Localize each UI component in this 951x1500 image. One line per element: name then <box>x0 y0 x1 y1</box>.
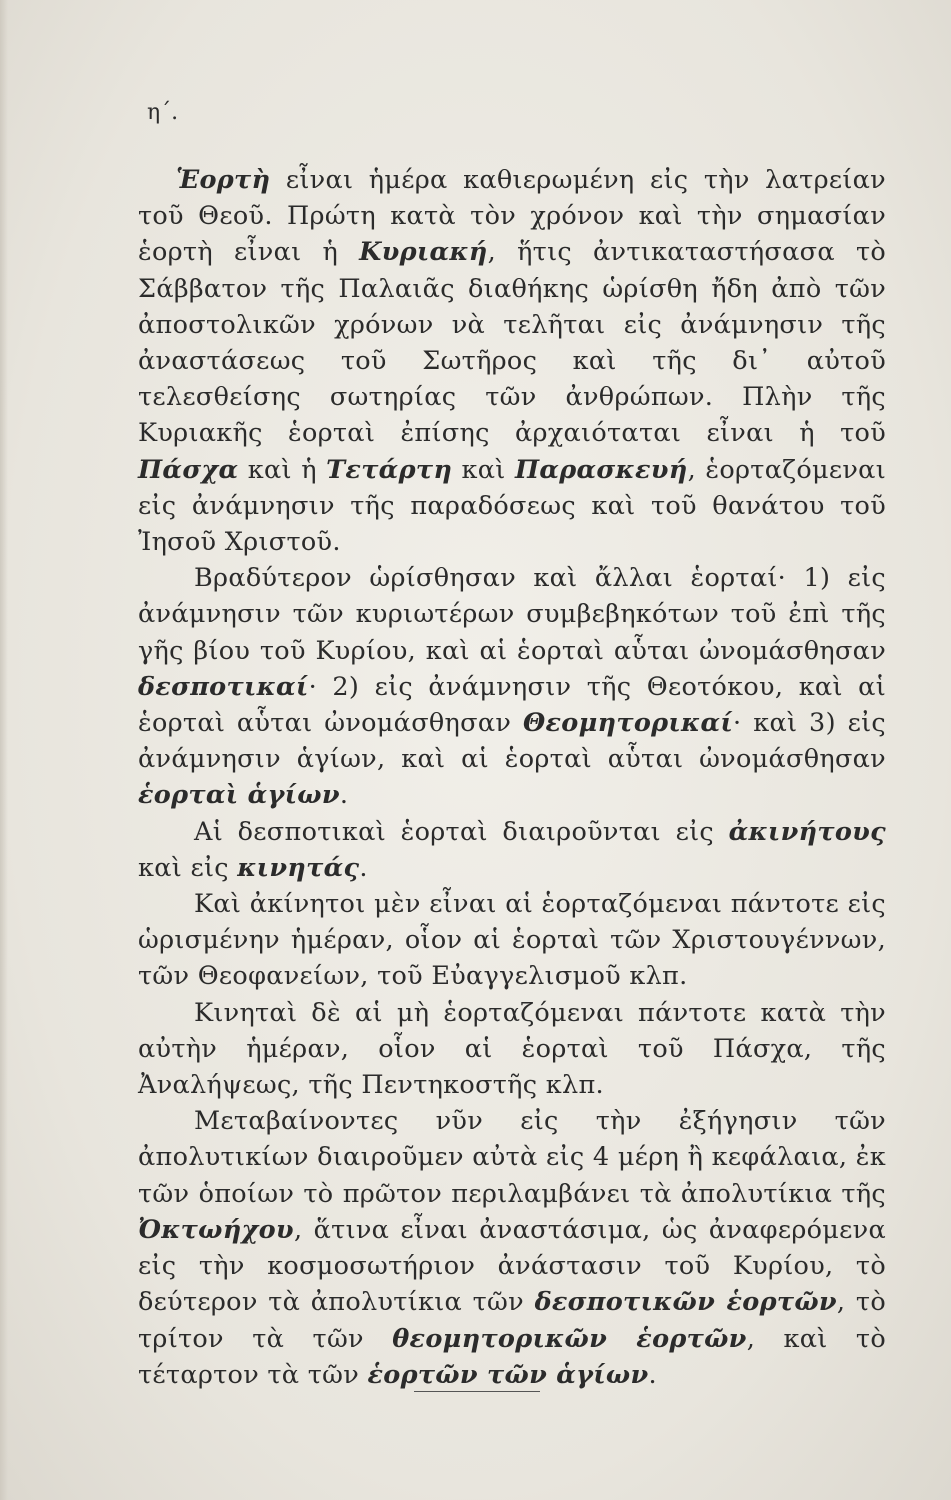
end-rule <box>414 1391 540 1392</box>
emphasized-term: Κυριακή <box>359 237 488 268</box>
text-run: , καὶ τὸ τέταρτον τὰ τῶν <box>138 1323 886 1390</box>
text-run: καὶ εἰς <box>138 852 238 883</box>
text-run: καὶ <box>452 454 515 485</box>
text-run: . <box>339 780 349 811</box>
text-run: Κινηταὶ δὲ αἱ μὴ ἑορταζόμεναι πάντοτε κατὰ τὴν αὐτὴν ἡμέραν, οἷον αἱ ἑορταὶ τοῦ Πάσχα, τῆς Ἀναλήψεως, τῆς Πεντηκοστῆς κλπ. <box>138 997 886 1101</box>
text-run: , τὸ τρίτον τὰ τῶν <box>138 1287 886 1354</box>
text-run: Καὶ ἀκίνητοι μὲν εἶναι αἱ ἑορταζόμεναι πάντοτε εἰς ὡρισμένην ἡμέραν, οἷον αἱ ἑορταὶ τῶν Χριστουγέννων, τῶν Θεοφανείων, τοῦ Εὐαγγελισμοῦ κλπ. <box>138 889 886 992</box>
emphasized-term: Ἑορτὴ <box>176 165 271 195</box>
text-run: Αἱ δεσποτικαὶ ἑορταὶ διαιροῦνται εἰς <box>194 816 729 847</box>
body-text <box>138 162 886 1393</box>
page-number: η΄. <box>147 100 179 125</box>
text-run: . <box>359 852 368 883</box>
emphasized-term: ἀκινήτους <box>728 816 886 847</box>
paragraph <box>138 995 886 1104</box>
paragraph <box>138 560 886 813</box>
emphasized-term: Παρασκευή <box>514 454 688 485</box>
emphasized-term: δεσποτικαί <box>138 671 309 702</box>
text-run: , ἥτις ἀντικαταστήσασα τὸ Σάββατον τῆς Παλαιᾶς διαθήκης ὡρίσθη ἤδη ἀπὸ τῶν ἀποστολικῶν χρόνων νὰ τελῆται εἰς ἀνάμνησιν τῆς ἀναστάσεως τοῦ Σωτῆρος καὶ τῆς δι᾿ αὐτοῦ τελεσθείσης σωτηρίας τῶν ἀνθρώπων. Πλὴν τῆς Κυριακῆς ἑορταὶ ἐπίσης ἀρχαιόταται εἶναι ἡ τοῦ <box>138 237 887 449</box>
text-run: . <box>648 1359 657 1390</box>
emphasized-term: ἑορτῶν τῶν ἁγίων <box>367 1359 649 1390</box>
emphasized-term: θεομητορικῶν ἑορτῶν <box>392 1323 747 1354</box>
text-run: , ἅτινα εἶναι ἀναστάσιμα, ὡς ἀναφερόμενα εἰς τὴν κοσμοσωτήριον ἀνάστασιν τοῦ Κυρίου, τὸ δεύτερον τὰ ἀπολυτίκια τῶν <box>138 1214 886 1318</box>
text-run: καὶ ἡ <box>238 454 327 485</box>
page-edge-shadow <box>0 0 8 1500</box>
emphasized-term: ἑορταὶ ἁγίων <box>138 780 340 811</box>
paragraph <box>138 814 886 886</box>
emphasized-term: Θεομητορικαί <box>522 708 734 739</box>
text-run: Μεταβαίνοντες νῦν εἰς τὴν ἐξήγησιν τῶν ἀπολυτικίων διαιροῦμεν αὐτὰ εἰς 4 μέρη ἢ κεφάλαια, ἐκ τῶν ὁποίων τὸ πρῶτον περιλαμβάνει τὰ ἀπολυτίκια τῆς <box>138 1106 886 1209</box>
text-run: · καὶ 3) εἰς ἀνάμνησιν ἁγίων, καὶ αἱ ἑορταὶ αὗται ὠνομάσθησαν <box>138 708 886 775</box>
emphasized-term: Τετάρτη <box>326 454 453 485</box>
emphasized-term: κινητάς <box>237 852 360 883</box>
paragraph <box>138 1103 886 1393</box>
emphasized-term: Πάσχα <box>138 454 239 485</box>
text-run: , ἑορταζόμεναι εἰς ἀνάμνησιν τῆς παραδόσεως καὶ τοῦ θανάτου τοῦ Ἰησοῦ Χριστοῦ. <box>138 454 886 558</box>
text-run: εἶναι ἡμέρα καθιερωμένη εἰς τὴν λατρείαν τοῦ Θεοῦ. Πρώτη κατὰ τὸν χρόνον καὶ τὴν σημασίαν ἑορτὴ εἶναι ἡ <box>138 165 886 268</box>
emphasized-term: δεσποτικῶν ἑορτῶν <box>534 1287 837 1318</box>
paragraph <box>138 162 886 560</box>
text-run: Βραδύτερον ὡρίσθησαν καὶ ἄλλαι ἑορταί· 1) εἰς ἀνάμνησιν τῶν κυριωτέρων συμβεβηκότων τοῦ ἐπὶ τῆς γῆς βίου τοῦ Κυρίου, καὶ αἱ ἑορταὶ αὗται ὠνομάσθησαν <box>138 563 886 666</box>
emphasized-term: Ὀκτωήχου <box>138 1214 294 1245</box>
paragraph <box>138 886 886 995</box>
text-run: · 2) εἰς ἀνάμνησιν τῆς Θεοτόκου, καὶ αἱ ἑορταὶ αὗται ὠνομάσθησαν <box>138 671 886 739</box>
